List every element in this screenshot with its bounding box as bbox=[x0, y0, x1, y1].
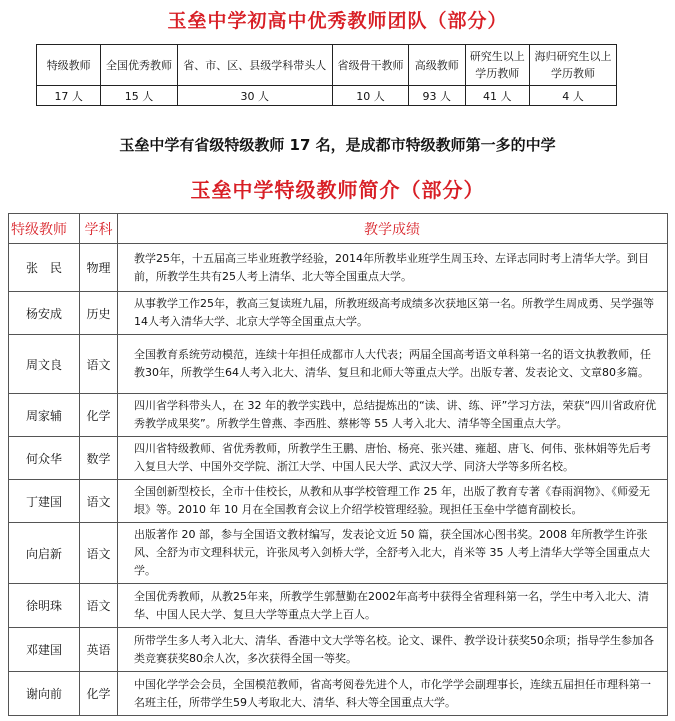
teacher-subject: 英语 bbox=[80, 628, 118, 672]
section-title: 玉垒中学特级教师简介（部分） bbox=[190, 178, 485, 202]
teacher-row bbox=[9, 628, 668, 672]
teacher-subject: 语文 bbox=[80, 584, 118, 628]
teacher-subject: 化学 bbox=[80, 672, 118, 716]
stats-header-cell: 海归研究生以上学历教师 bbox=[529, 45, 616, 86]
teacher-achievement: 教学25年，十五届高三毕业班教学经验，2014年所教毕业班学生周玉玲、左译志同时考上清华大学。到目前，所教学生共有25人考上清华、北大等全国重点大学。 bbox=[118, 244, 668, 292]
teacher-subject: 历史 bbox=[80, 292, 118, 335]
teacher-subject: 语文 bbox=[80, 335, 118, 394]
teacher-row bbox=[9, 437, 668, 480]
stats-header-cell: 省、市、区、县级学科带头人 bbox=[177, 45, 332, 86]
teacher-subject: 物理 bbox=[80, 244, 118, 292]
teacher-row bbox=[9, 584, 668, 628]
teacher-achievement: 中国化学学会会员，全国模范教师，省高考阅卷先进个人，市化学学会副理事长，连续五届担任市理科第一名班主任，所带学生59人考取北大、清华、科大等全国重点大学。 bbox=[118, 672, 668, 716]
stats-value-row bbox=[37, 86, 617, 106]
teacher-subject: 语文 bbox=[80, 523, 118, 584]
teacher-achievement: 四川省学科带头人，在 32 年的教学实践中，总结提炼出的“读、讲、练、评”学习方法，荣获“四川省政府优秀教学成果奖”。所教学生曾燕、李西胜、蔡彬等 55 人考入北大、清华等全国重点大学。 bbox=[118, 394, 668, 437]
teacher-subject: 化学 bbox=[80, 394, 118, 437]
teacher-achievement: 从事教学工作25年，教高三复读班九届，所教班级高考成绩多次获地区第一名。所教学生周成勇、吴学强等14人考入清华大学、北京大学等全国重点大学。 bbox=[118, 292, 668, 335]
stats-value-cell: 41 人 bbox=[465, 86, 529, 106]
page-title: 玉垒中学初高中优秀教师团队（部分） bbox=[167, 10, 508, 32]
summary-note: 玉垒中学有省级特级教师 17 名，是成都市特级教师第一多的中学 bbox=[119, 136, 556, 154]
stats-header-cell: 省级骨干教师 bbox=[332, 45, 408, 86]
teacher-name: 邓建国 bbox=[9, 628, 80, 672]
teacher-name: 丁建国 bbox=[9, 480, 80, 523]
stats-header-cell: 研究生以上学历教师 bbox=[465, 45, 529, 86]
teacher-row bbox=[9, 672, 668, 716]
teacher-row bbox=[9, 394, 668, 437]
teacher-name: 向启新 bbox=[9, 523, 80, 584]
teacher-name: 何众华 bbox=[9, 437, 80, 480]
stats-value-cell: 4 人 bbox=[529, 86, 616, 106]
teacher-row bbox=[9, 480, 668, 523]
teacher-achievement: 全国教育系统劳动模范，连续十年担任成都市人大代表；两届全国高考语文单科第一名的语文执教教师，任教30年，所教学生64人考入北大、清华、复旦和北师大等重点大学。出版专著、发表论文、文章80多篇。 bbox=[118, 335, 668, 394]
stats-value-cell: 93 人 bbox=[409, 86, 465, 106]
stats-header-cell: 高级教师 bbox=[409, 45, 465, 86]
teacher-row bbox=[9, 244, 668, 292]
header-name: 特级教师 bbox=[9, 214, 80, 244]
header-achievement: 教学成绩 bbox=[118, 214, 668, 244]
teacher-name: 周家辅 bbox=[9, 394, 80, 437]
stats-header-row bbox=[37, 45, 617, 86]
stats-table bbox=[36, 44, 617, 106]
header-subject: 学科 bbox=[80, 214, 118, 244]
teachers-table bbox=[8, 213, 668, 716]
teacher-row bbox=[9, 292, 668, 335]
teacher-name: 谢向前 bbox=[9, 672, 80, 716]
teacher-subject: 语文 bbox=[80, 480, 118, 523]
stats-value-cell: 15 人 bbox=[101, 86, 177, 106]
teacher-achievement: 出版著作 20 部，参与全国语文教材编写，发表论文近 50 篇，获全国冰心图书奖。2008 年所教学生许张风、全舒为市文理科状元，许张凤考入剑桥大学，全舒考入北大，肖米等 35 人考上清华大学等全国重点大学。 bbox=[118, 523, 668, 584]
stats-header-cell: 全国优秀教师 bbox=[101, 45, 177, 86]
teacher-name: 徐明珠 bbox=[9, 584, 80, 628]
stats-value-cell: 17 人 bbox=[37, 86, 101, 106]
teacher-name: 张 民 bbox=[9, 244, 80, 292]
teacher-row bbox=[9, 335, 668, 394]
teacher-subject: 数学 bbox=[80, 437, 118, 480]
teacher-achievement: 全国创新型校长，全市十佳校长，从教和从事学校管理工作 25 年，出版了教育专著《春雨润物》、《师爱无垠》等。2010 年 10 月在全国教育会议上介绍学校管理经验。现担任玉垒中学德育副校长。 bbox=[118, 480, 668, 523]
teacher-achievement: 所带学生多人考入北大、清华、香港中文大学等名校。论文、课件、教学设计获奖50余项；指导学生参加各类竞赛获奖80余人次，多次获得全国一等奖。 bbox=[118, 628, 668, 672]
stats-value-cell: 30 人 bbox=[177, 86, 332, 106]
teacher-name: 杨安成 bbox=[9, 292, 80, 335]
teachers-header-row bbox=[9, 214, 668, 244]
teacher-name: 周文良 bbox=[9, 335, 80, 394]
teacher-row bbox=[9, 523, 668, 584]
teacher-achievement: 全国优秀教师，从教25年来，所教学生郭慧勤在2002年高考中获得全省理科第一名，学生中考入北大、清华、中国人民大学、复旦大学等重点大学上百人。 bbox=[118, 584, 668, 628]
teacher-achievement: 四川省特级教师、省优秀教师，所教学生王鹏、唐怡、杨亮、张兴建、雍超、唐飞、何伟、张林娟等先后考入复旦大学、中国外交学院、浙江大学、中国人民大学、武汉大学、同济大学等多所名校。 bbox=[118, 437, 668, 480]
stats-value-cell: 10 人 bbox=[332, 86, 408, 106]
stats-header-cell: 特级教师 bbox=[37, 45, 101, 86]
